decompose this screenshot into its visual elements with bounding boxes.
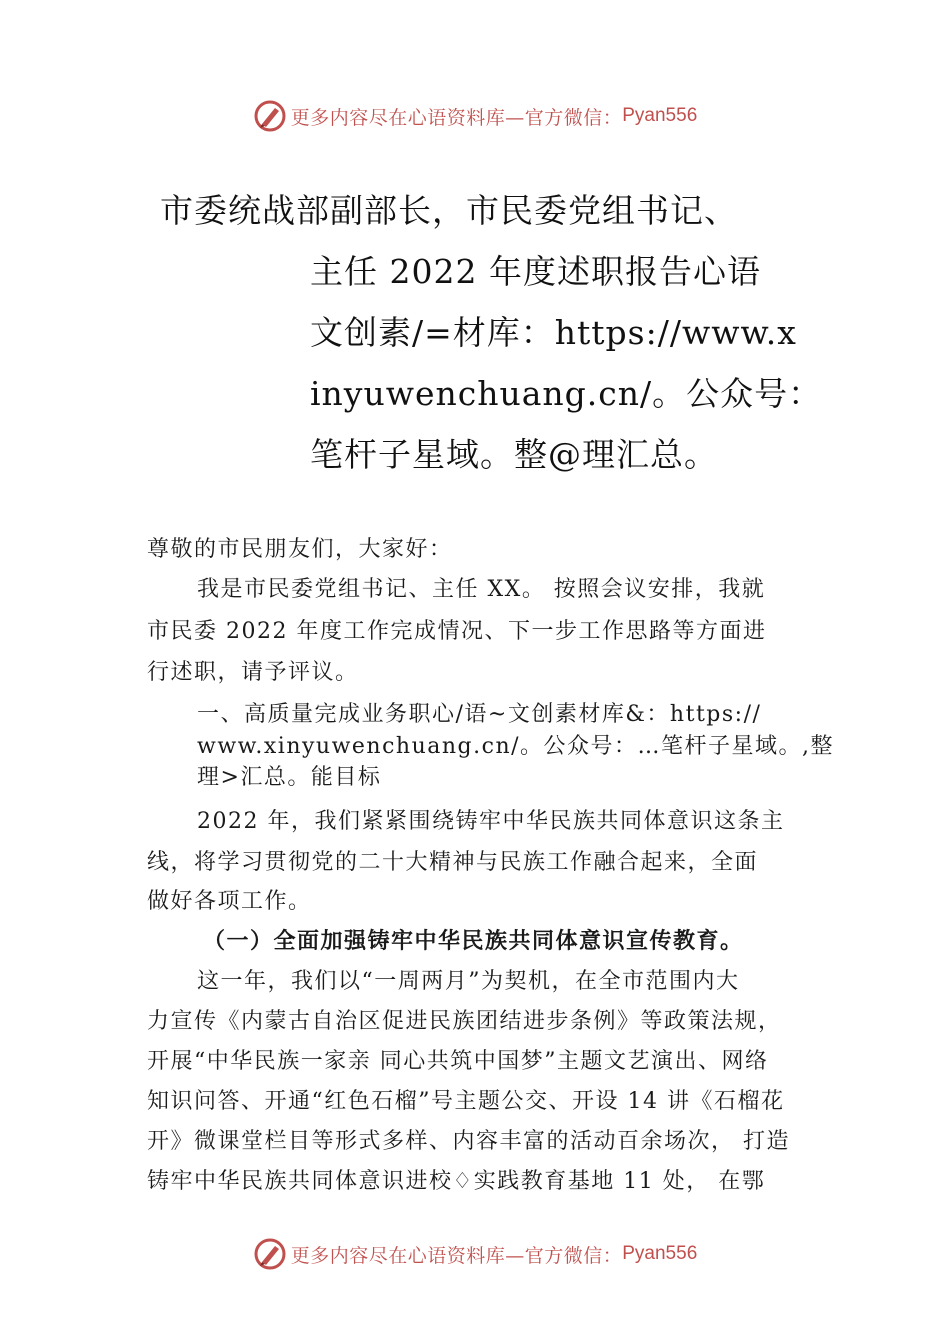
paragraph-1-line-2: 市民委 2022 年度工作完成情况、下一步工作思路等方面进 bbox=[147, 619, 767, 644]
document-title-line-3: 文创素/=材库：https://www.x bbox=[310, 313, 797, 352]
document-title-line-1: 市委统战部副部长，市民委党组书记、 bbox=[160, 191, 738, 230]
document-title-block bbox=[310, 241, 822, 485]
paragraph-3-line-2: 力宣传《内蒙古自治区促进民族团结进步条例》等政策法规， bbox=[147, 1009, 782, 1034]
paragraph-2-line-3: 做好各项工作。 bbox=[147, 889, 312, 914]
heading-1-line-3: 理>汇总。能目标 bbox=[197, 765, 382, 790]
paragraph-3-line-6: 铸牢中华民族共同体意识进校♢实践教育基地 11 处， 在鄂 bbox=[147, 1169, 766, 1194]
document-title-line-4: inyuwenchuang.cn/。公众号： bbox=[310, 374, 823, 413]
document-title-line-2: 主任 2022 年度述职报告心语 bbox=[310, 252, 761, 291]
pen-logo-icon bbox=[253, 1237, 287, 1271]
paragraph-3-line-5: 开》微课堂栏目等形式多样、内容丰富的活动百余场次， 打造 bbox=[147, 1129, 790, 1154]
heading-1-line-1: 一、高质量完成业务职心/语~文创素材库&：https:// bbox=[197, 702, 762, 727]
paragraph-3-line-3: 开展“中华民族一家亲 同心共筑中国梦”主题文艺演出、网络 bbox=[147, 1049, 769, 1074]
banner-wechat-id: Pyan556 bbox=[622, 1243, 698, 1264]
banner-wechat-id: Pyan556 bbox=[622, 105, 698, 126]
footer-banner bbox=[0, 1234, 950, 1274]
paragraph-3-line-1: 这一年，我们以“一周两月”为契机，在全市范围内大 bbox=[197, 969, 740, 994]
greeting: 尊敬的市民朋友们，大家好： bbox=[147, 537, 453, 562]
paragraph-1-line-3: 行述职，请予评议。 bbox=[147, 660, 359, 685]
header-banner bbox=[0, 96, 950, 136]
heading-2: （一）全面加强铸牢中华民族共同体意识宣传教育。 bbox=[203, 928, 744, 954]
paragraph-1-line-1: 我是市民委党组书记、主任 XX。 按照会议安排，我就 bbox=[197, 577, 766, 602]
pen-logo-icon bbox=[253, 99, 287, 133]
document-title-line-5: 笔杆子星域。整@理汇总。 bbox=[310, 435, 718, 474]
banner-text: 更多内容尽在心语资料库—官方微信： bbox=[290, 106, 623, 129]
paragraph-2-line-2: 线，将学习贯彻党的二十大精神与民族工作融合起来，全面 bbox=[147, 850, 759, 875]
paragraph-2-line-1: 2022 年，我们紧紧围绕铸牢中华民族共同体意识这条主 bbox=[197, 809, 785, 834]
banner-text: 更多内容尽在心语资料库—官方微信： bbox=[290, 1244, 623, 1267]
paragraph-3-line-4: 知识问答、开通“红色石榴”号主题公交、开设 14 讲《石榴花 bbox=[147, 1089, 785, 1114]
heading-1-line-2: www.xinyuwenchuang.cn/。公众号：…笔杆子星域。,整 bbox=[197, 734, 835, 759]
